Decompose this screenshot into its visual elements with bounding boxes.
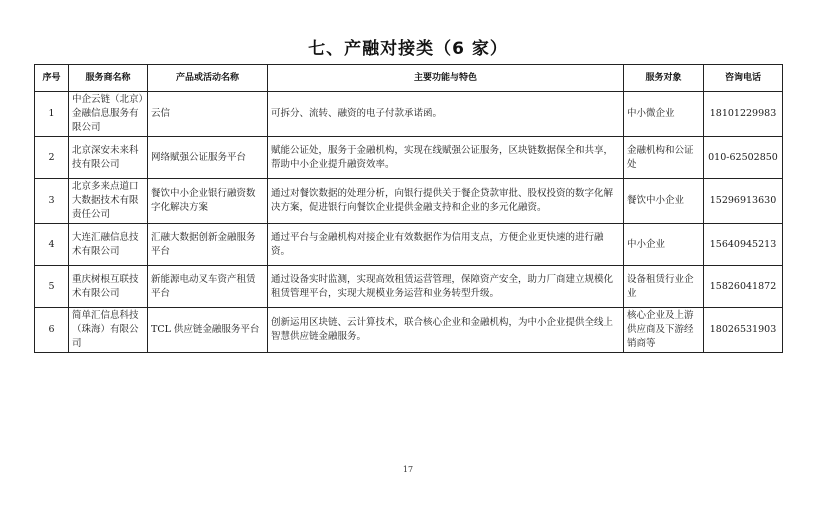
- table-row: [35, 179, 783, 224]
- row-features: 通过设备实时监测，实现高效租赁运营管理，保障资产安全，助力厂商建立规模化租赁管理平台，实现大规模业务运营和业务转型升级。: [268, 266, 624, 308]
- row-features: 赋能公证处，服务于金融机构，实现在线赋强公证服务，区块链数据保全和共享，帮助中小企业提升融资效率。: [268, 137, 624, 179]
- row-product: 汇融大数据创新金融服务平台: [148, 224, 268, 266]
- row-no: 3: [35, 179, 69, 224]
- row-no: 5: [35, 266, 69, 308]
- row-phone: 15296913630: [704, 179, 783, 224]
- row-features: 创新运用区块链、云计算技术，联合核心企业和金融机构，为中小企业提供全线上智慧供应链金融服务。: [268, 308, 624, 353]
- row-no: 1: [35, 92, 69, 137]
- row-phone: 010-62502850: [704, 137, 783, 179]
- table-header-row: [35, 65, 783, 92]
- row-phone: 15640945213: [704, 224, 783, 266]
- header-no: 序号: [35, 65, 69, 92]
- row-features: 通过对餐饮数据的处理分析，向银行提供关于餐企贷款审批、股权投资的数字化解决方案，促进银行向餐饮企业提供金融支持和企业的多元化融资。: [268, 179, 624, 224]
- row-phone: 18026531903: [704, 308, 783, 353]
- row-no: 6: [35, 308, 69, 353]
- row-product: 云信: [148, 92, 268, 137]
- header-provider: 服务商名称: [69, 65, 148, 92]
- table-row: [35, 224, 783, 266]
- row-provider: 北京深安未来科技有限公司: [69, 137, 148, 179]
- row-target: 中小企业: [624, 224, 704, 266]
- table-row: [35, 308, 783, 353]
- row-provider: 大连汇融信息技术有限公司: [69, 224, 148, 266]
- page-title: 七、产融对接类（6 家）: [308, 39, 508, 59]
- row-features: 通过平台与金融机构对接企业有效数据作为信用支点，方便企业更快速的进行融资。: [268, 224, 624, 266]
- table-row: [35, 266, 783, 308]
- header-product: 产品或活动名称: [148, 65, 268, 92]
- provider-table: [34, 64, 783, 353]
- row-target: 金融机构和公证处: [624, 137, 704, 179]
- row-target: 核心企业及上游供应商及下游经销商等: [624, 308, 704, 353]
- row-target: 餐饮中小企业: [624, 179, 704, 224]
- row-no: 4: [35, 224, 69, 266]
- row-product: TCL 供应链金融服务平台: [148, 308, 268, 353]
- row-product: 餐饮中小企业银行融资数字化解决方案: [148, 179, 268, 224]
- row-target: 设备租赁行业企业: [624, 266, 704, 308]
- page-number: 17: [402, 465, 414, 474]
- table-row: [35, 92, 783, 137]
- row-target: 中小微企业: [624, 92, 704, 137]
- row-no: 2: [35, 137, 69, 179]
- row-provider: 简单汇信息科技（珠海）有限公司: [69, 308, 148, 353]
- row-phone: 15826041872: [704, 266, 783, 308]
- row-features: 可拆分、流转、融资的电子付款承诺函。: [268, 92, 624, 137]
- row-product: 新能源电动叉车资产租赁平台: [148, 266, 268, 308]
- row-product: 网络赋强公证服务平台: [148, 137, 268, 179]
- header-features: 主要功能与特色: [268, 65, 624, 92]
- row-provider: 中企云链（北京）金融信息服务有限公司: [69, 92, 148, 137]
- row-provider: 重庆树根互联技术有限公司: [69, 266, 148, 308]
- table-row: [35, 137, 783, 179]
- row-phone: 18101229983: [704, 92, 783, 137]
- header-target: 服务对象: [624, 65, 704, 92]
- row-provider: 北京多来点道口大数据技术有限责任公司: [69, 179, 148, 224]
- header-phone: 咨询电话: [704, 65, 783, 92]
